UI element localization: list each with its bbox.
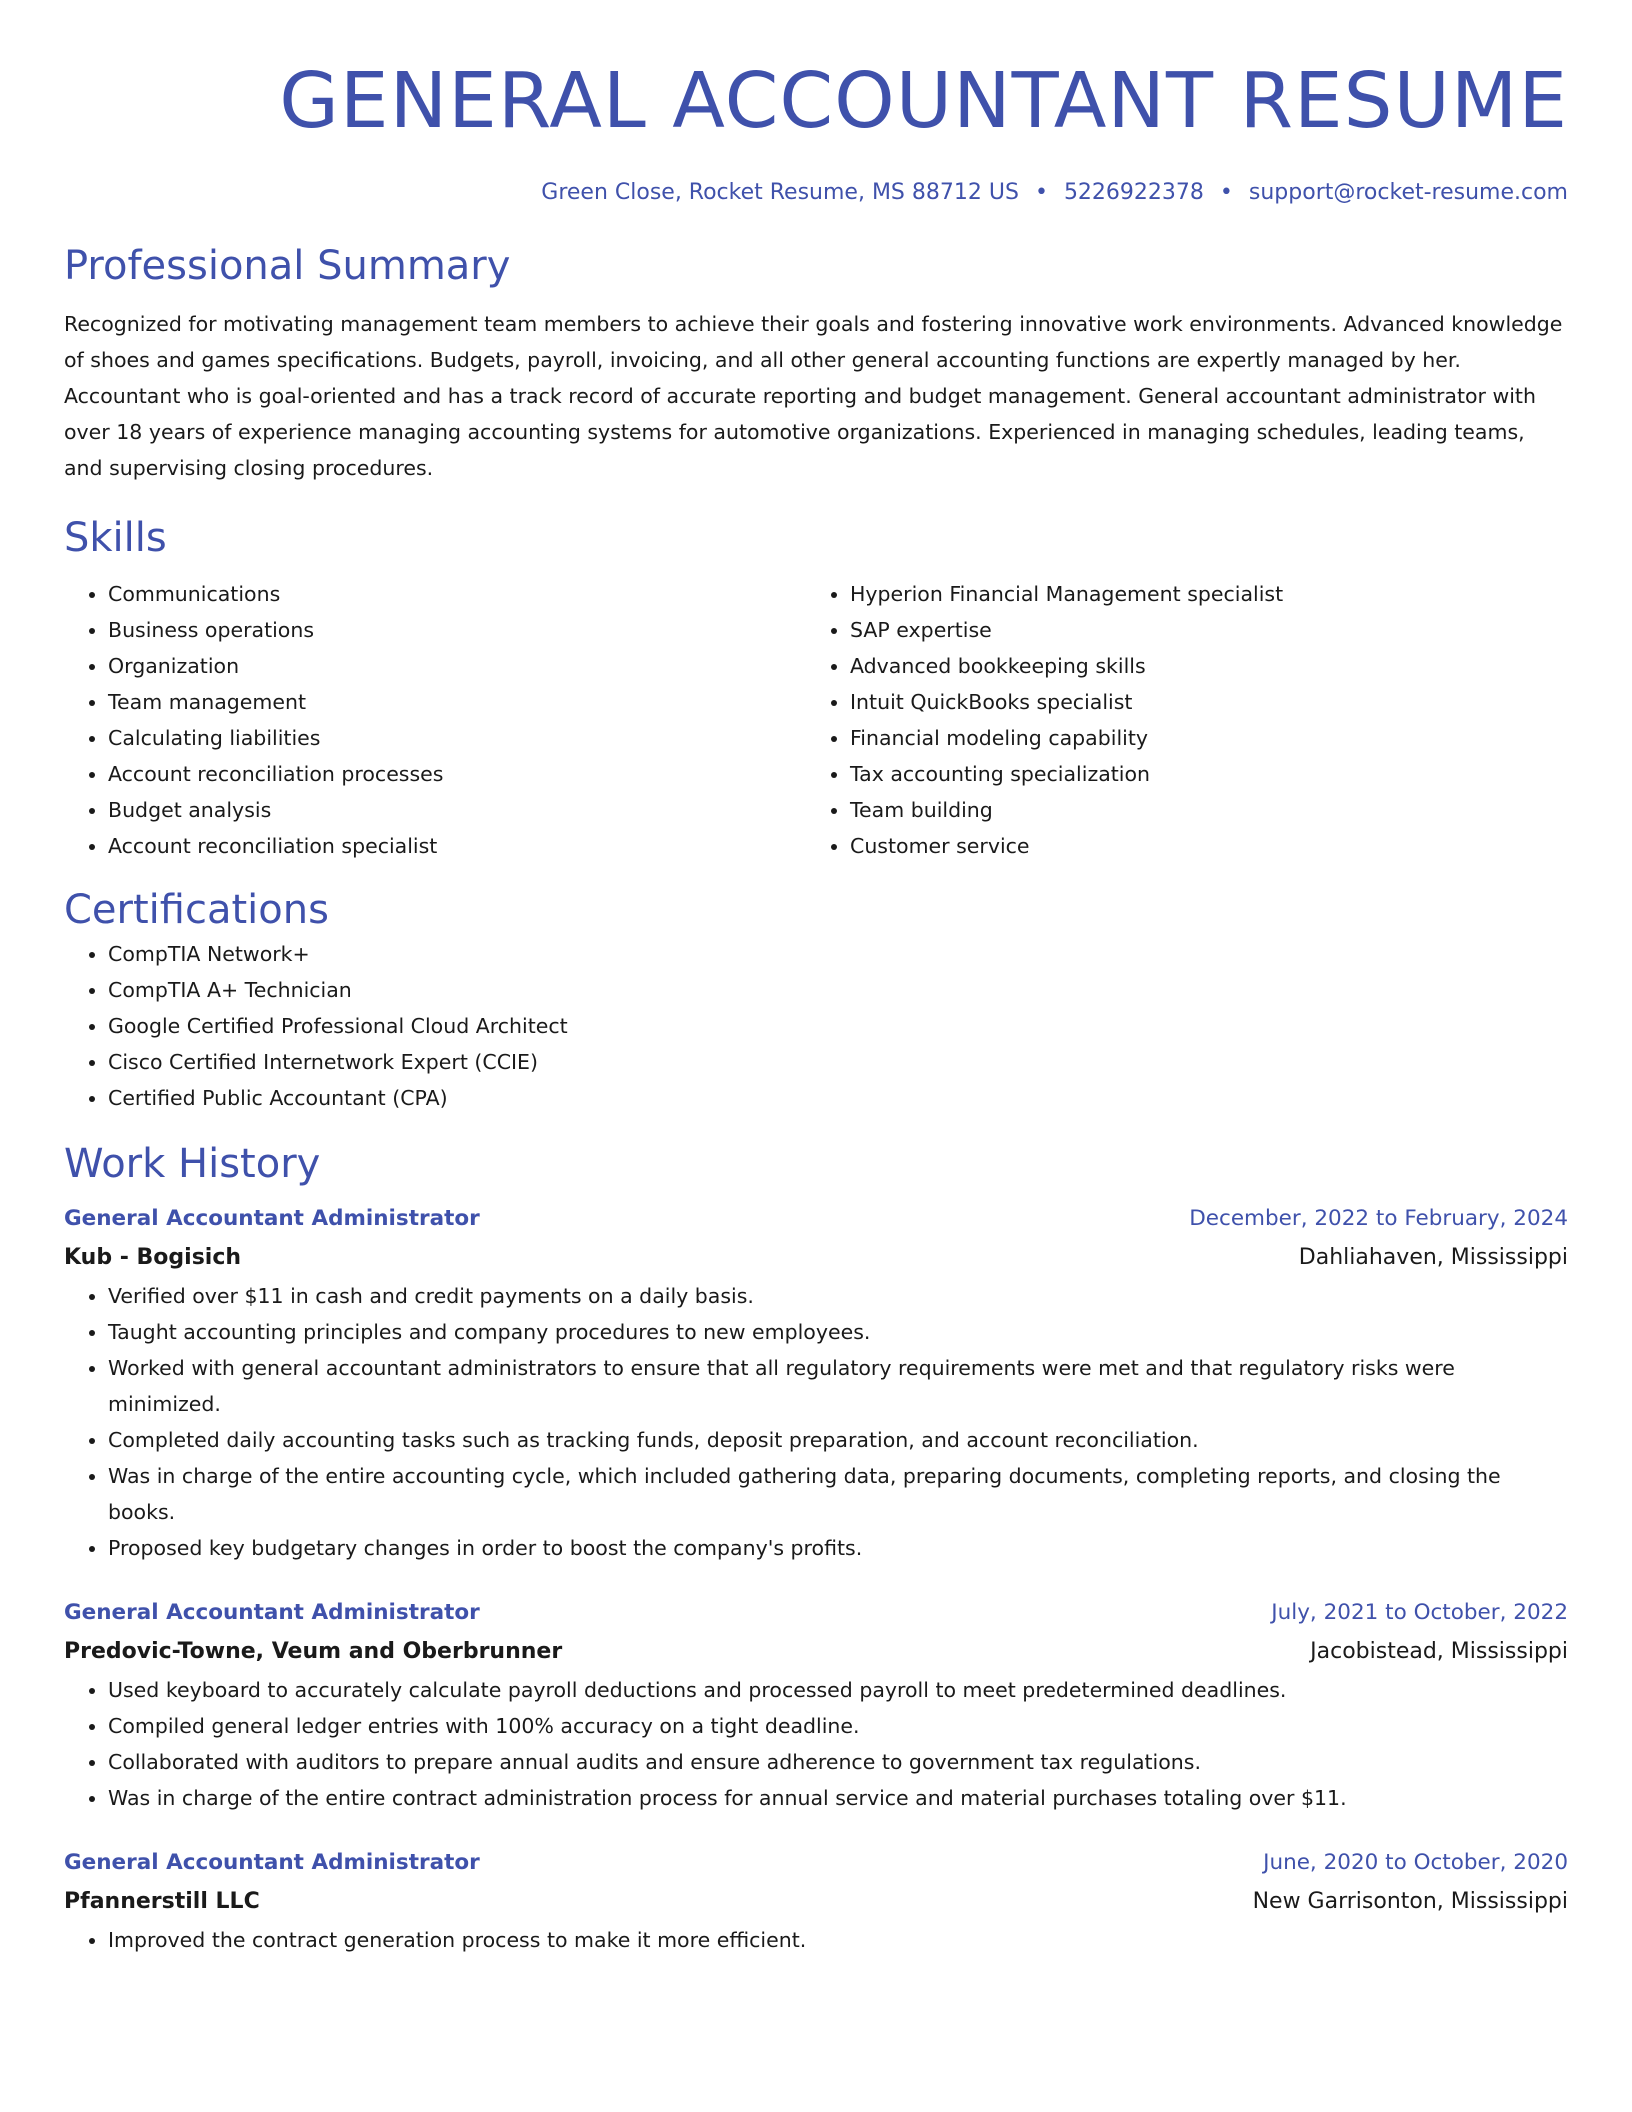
skill-item: • Advanced bookkeeping skills — [850, 648, 1548, 684]
job-company: Pfannerstill LLC — [64, 1889, 260, 1914]
certifications-list — [64, 936, 1568, 1116]
skill-item: • Account reconciliation specialist — [108, 828, 806, 864]
certification-item: • CompTIA A+ Technician — [108, 972, 1568, 1008]
skills-heading: Skills — [64, 515, 167, 561]
skill-item: • Customer service — [850, 828, 1548, 864]
job-duties-list — [64, 1672, 1568, 1816]
work-history-heading: Work History — [64, 1141, 321, 1187]
job-dates: December, 2022 to February, 2024 — [1189, 1206, 1568, 1231]
contact-separator: • — [1034, 180, 1048, 205]
skill-item: • Organization — [108, 648, 806, 684]
job-dates: July, 2021 to October, 2022 — [1271, 1600, 1568, 1625]
job-duty: • Proposed key budgetary changes in order to boost the company's profits. — [108, 1530, 1568, 1566]
skill-item: • Budget analysis — [108, 792, 806, 828]
job-duty: • Improved the contract generation process to make it more efficient. — [108, 1922, 1568, 1958]
job-duty: • Taught accounting principles and company procedures to new employees. — [108, 1314, 1568, 1350]
contact-address: Green Close, Rocket Resume, MS 88712 US — [541, 180, 1019, 205]
skill-item: • Hyperion Financial Management specialist — [850, 576, 1548, 612]
job-duty: • Used keyboard to accurately calculate payroll deductions and processed payroll to meet predetermined deadlines. — [108, 1672, 1568, 1708]
job-title-row — [64, 1844, 1568, 1882]
summary-heading: Professional Summary — [64, 243, 511, 289]
skills-list-left — [64, 576, 806, 864]
certifications-heading: Certifications — [64, 887, 329, 933]
skill-item: • Team management — [108, 684, 806, 720]
job-dates: June, 2020 to October, 2020 — [1263, 1850, 1568, 1875]
certification-item: • Cisco Certified Internetwork Expert (CCIE) — [108, 1044, 1568, 1080]
job-company: Predovic-Towne, Veum and Oberbrunner — [64, 1639, 563, 1664]
certification-item: • Certified Public Accountant (CPA) — [108, 1080, 1568, 1116]
summary-text: Recognized for motivating management team members to achieve their goals and fostering innovative work environments. Advanced knowledge of shoes and games specifications. Budgets, payroll, invoicing, and all other general accounting functions are expertly managed by her. Accountant who is goal-oriented and has a track record of accurate reporting and budget management. General accountant administrator with over 18 years of experience managing accounting systems for automotive organizations. Experienced in managing schedules, leading teams, and supervising closing procedures. — [64, 312, 1563, 480]
job-company-row — [64, 1882, 1568, 1922]
job-duty: • Worked with general accountant administrators to ensure that all regulatory requirements were met and that regulatory risks were minimized. — [108, 1350, 1568, 1422]
job-company-row — [64, 1632, 1568, 1672]
skill-item: • Tax accounting specialization — [850, 756, 1548, 792]
skill-item: • Account reconciliation processes — [108, 756, 806, 792]
contact-phone: 5226922378 — [1063, 180, 1204, 205]
job-company-row — [64, 1238, 1568, 1278]
skill-item: • Intuit QuickBooks specialist — [850, 684, 1548, 720]
job-duty: • Was in charge of the entire accounting cycle, which included gathering data, preparing documents, completing reports, and closing the books. — [108, 1458, 1568, 1530]
job-duty: • Compiled general ledger entries with 100% accuracy on a tight deadline. — [108, 1708, 1568, 1744]
job-location: Dahliahaven, Mississippi — [1298, 1245, 1568, 1270]
contact-line — [64, 178, 1568, 208]
skills-columns — [64, 576, 1568, 864]
skill-item: • Financial modeling capability — [850, 720, 1548, 756]
skill-item: • Business operations — [108, 612, 806, 648]
job-title: General Accountant Administrator — [64, 1206, 480, 1231]
skills-column-left — [64, 576, 806, 864]
job-location: Jacobistead, Mississippi — [1310, 1639, 1568, 1664]
skill-item: • Team building — [850, 792, 1548, 828]
skill-item: • Calculating liabilities — [108, 720, 806, 756]
resume-title: GENERAL ACCOUNTANT RESUME — [279, 57, 1568, 146]
job-title-row — [64, 1594, 1568, 1632]
job-title-row — [64, 1200, 1568, 1238]
job-entry — [64, 1200, 1568, 1566]
job-location: New Garrisonton, Mississippi — [1252, 1889, 1568, 1914]
skill-item: • SAP expertise — [850, 612, 1548, 648]
job-company: Kub - Bogisich — [64, 1245, 242, 1270]
job-duty: • Was in charge of the entire contract administration process for annual service and material purchases totaling over $11. — [108, 1780, 1568, 1816]
certification-item: • Google Certified Professional Cloud Architect — [108, 1008, 1568, 1044]
job-entry — [64, 1844, 1568, 1958]
job-duties-list — [64, 1922, 1568, 1958]
job-duty: • Completed daily accounting tasks such as tracking funds, deposit preparation, and account reconciliation. — [108, 1422, 1568, 1458]
certification-item: • CompTIA Network+ — [108, 936, 1568, 972]
job-entry — [64, 1594, 1568, 1816]
job-duty: • Collaborated with auditors to prepare annual audits and ensure adherence to government tax regulations. — [108, 1744, 1568, 1780]
job-title: General Accountant Administrator — [64, 1850, 480, 1875]
contact-separator: • — [1219, 180, 1233, 205]
skills-column-right — [806, 576, 1548, 864]
job-duty: • Verified over $11 in cash and credit payments on a daily basis. — [108, 1278, 1568, 1314]
job-duties-list — [64, 1278, 1568, 1566]
skills-list-right — [806, 576, 1548, 864]
job-title: General Accountant Administrator — [64, 1600, 480, 1625]
contact-email: support@rocket-resume.com — [1248, 180, 1568, 205]
skill-item: • Communications — [108, 576, 806, 612]
